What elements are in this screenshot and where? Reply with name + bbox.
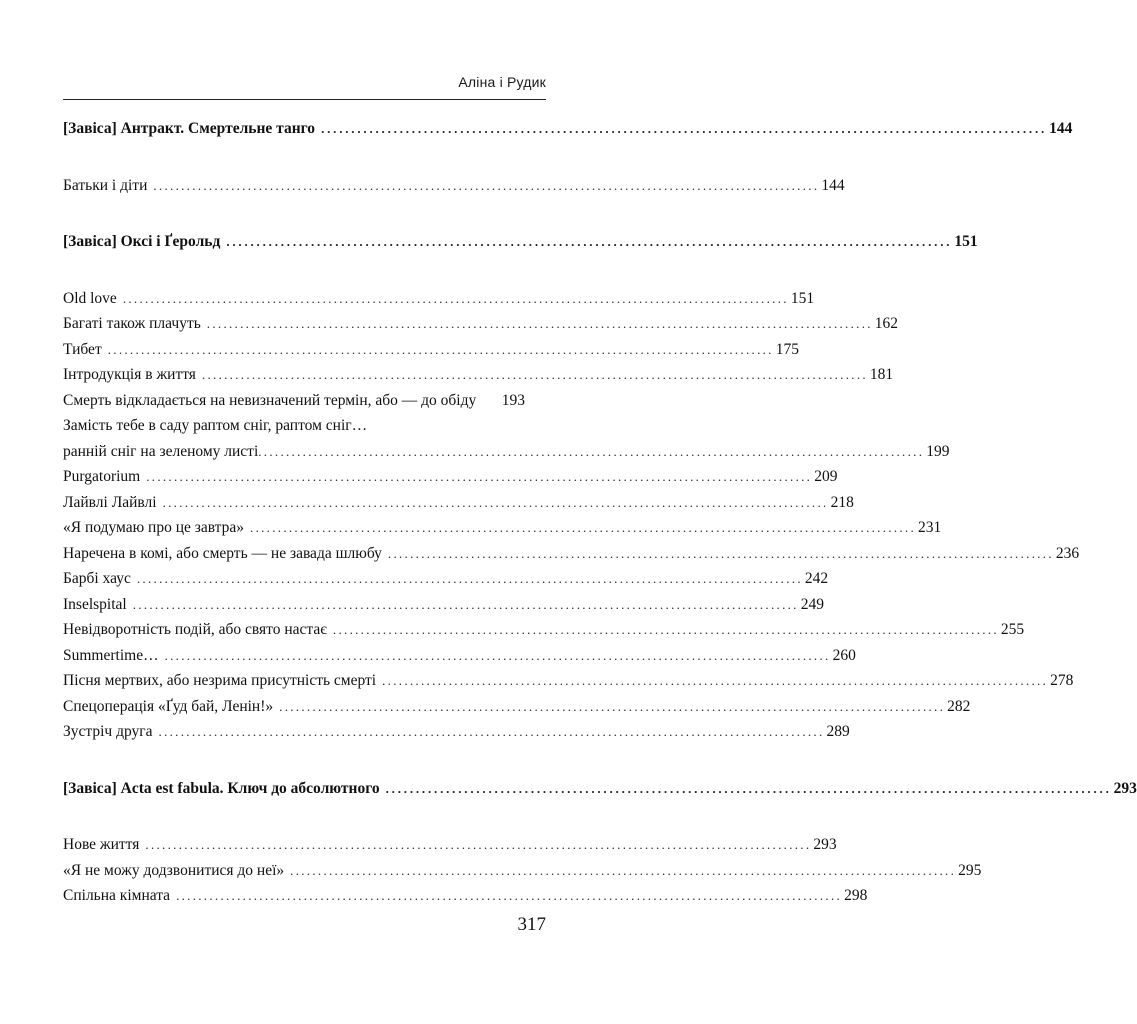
toc-entry-title: «Я подумаю про це завтра» — [63, 519, 245, 536]
dot-leader: ........................................................................................................................ — [226, 234, 953, 249]
toc-entry-title: «Я не можу додзвонитися до неї» — [63, 861, 285, 879]
toc-section-3 — [63, 776, 1137, 802]
toc-entry-title: Інтродукція в життя — [63, 366, 196, 383]
toc-section-title: [Завіса] Антракт. Смертельне танго — [63, 120, 316, 137]
dot-leader: ........................................................................................................................ — [385, 780, 1112, 796]
toc-entry — [63, 388, 525, 414]
toc-section-title: [Завіса] Acta est fabula. Ключ до абсолютного — [63, 779, 380, 797]
dot-leader: ........................................................................................................................ — [145, 837, 812, 852]
toc-page-number: 193 — [501, 391, 525, 409]
toc-section-title: [Завіса] Оксі і Ґерольд — [63, 233, 221, 250]
toc-entry — [63, 832, 837, 858]
dot-leader: ........................................................................................................................ — [382, 673, 1049, 688]
dot-leader: ........................................................................................................................ — [162, 494, 829, 510]
toc-page-number: 218 — [830, 493, 854, 511]
toc-page-number: 260 — [832, 646, 856, 664]
toc-entry — [63, 883, 868, 909]
toc-page-number: 249 — [800, 595, 824, 613]
dot-leader: ........................................................................................................................ — [258, 443, 925, 459]
toc-entry-title: Спецоперація «Ґуд бай, Ленін!» — [63, 697, 274, 715]
toc-entry — [63, 362, 894, 388]
toc-entry — [63, 311, 899, 337]
table-of-contents — [63, 116, 1137, 909]
toc-page-number: 255 — [1000, 621, 1025, 638]
toc-entry — [63, 337, 799, 363]
toc-entry — [63, 439, 950, 465]
toc-page-number: 293 — [1113, 779, 1137, 797]
toc-page-number: 199 — [926, 442, 950, 460]
toc-entry-title: Лайвлі Лайвлі — [63, 493, 157, 511]
toc-page-number: 278 — [1050, 672, 1074, 689]
toc-entry-title: Барбі хаус — [63, 570, 131, 587]
toc-entry-title: Багаті також плачуть — [63, 315, 201, 332]
toc-entry — [63, 694, 971, 720]
toc-page-number: 151 — [790, 289, 815, 307]
dot-leader: ........................................................................................................................ — [122, 290, 789, 306]
dot-leader: ........................................................................................................................ — [136, 571, 803, 586]
toc-entry — [63, 490, 854, 516]
toc-page-number: 295 — [958, 861, 982, 879]
toc-page-number: 181 — [869, 366, 894, 383]
toc-entry-title: Inselspital — [63, 595, 127, 613]
header-rule — [63, 99, 546, 100]
toc-entry — [63, 858, 982, 884]
toc-page-number: 231 — [918, 519, 942, 536]
toc-entry-title: Наречена в комі, або смерть — не завада шлюбу — [63, 544, 382, 562]
toc-entry — [63, 617, 1025, 643]
toc-page-number: 175 — [775, 340, 799, 358]
dot-leader: ........................................................................................................................ — [250, 520, 917, 535]
dot-leader: ........................................................................................................................ — [201, 367, 868, 382]
toc-entry — [63, 643, 856, 669]
toc-entry-title: Невідворотність подій, або свято настає — [63, 621, 327, 638]
toc-entry — [63, 464, 838, 490]
toc-entry-title-line1: Замість тебе в саду раптом сніг, раптом сніг… — [63, 417, 368, 434]
toc-page-number: 282 — [947, 697, 971, 715]
toc-page-number: 298 — [844, 887, 868, 904]
toc-entry-title: Тибет — [63, 340, 102, 358]
toc-entry — [63, 719, 850, 745]
toc-entry-title: Спільна кімната — [63, 887, 171, 904]
dot-leader: ........................................................................................................................ — [290, 862, 957, 878]
toc-entry-title-line2: ранній сніг на зеленому листі — [63, 442, 259, 460]
toc-entry-title: Пісня мертвих, або незрима присутність смерті — [63, 672, 377, 689]
dot-leader: ........................................................................................................................ — [164, 647, 831, 663]
toc-page-number: 144 — [821, 176, 845, 194]
toc-page-number: 209 — [814, 468, 838, 485]
running-head: Аліна і Рудик — [458, 74, 546, 90]
toc-entry-title: Summertime… — [63, 646, 159, 664]
dot-leader: ........................................................................................................................ — [146, 469, 813, 484]
toc-entry — [63, 541, 1080, 567]
toc-page-number: 151 — [954, 233, 978, 250]
toc-entry — [63, 592, 824, 618]
toc-entry — [63, 173, 845, 199]
dot-leader: ........................................................................................................................ — [132, 596, 799, 612]
toc-entry-title: Смерть відкладається на невизначений термін, або — до обіду — [63, 391, 477, 409]
dot-leader: ........................................................................................................................ — [206, 316, 873, 331]
dot-leader: ........................................................................................................................ — [321, 121, 1048, 136]
toc-page-number: 293 — [813, 836, 837, 853]
toc-entry — [63, 566, 829, 592]
dot-leader: ........................................................................................................................ — [332, 622, 999, 637]
toc-page-number: 236 — [1055, 544, 1080, 562]
toc-page-number: 289 — [826, 723, 850, 740]
toc-entry — [63, 286, 815, 312]
dot-leader: ........................................................................................................................ — [176, 888, 843, 903]
toc-page-number: 144 — [1049, 120, 1073, 137]
dot-leader: ........................................................................................................................ — [158, 724, 825, 739]
dot-leader: ........................................................................................................................ — [387, 545, 1054, 561]
toc-entry-title: Old love — [63, 289, 117, 307]
toc-section-2 — [63, 229, 978, 255]
page-number: 317 — [517, 914, 546, 935]
toc-entry — [63, 515, 942, 541]
toc-entry — [63, 668, 1074, 694]
toc-entry-title: Purgatorium — [63, 468, 141, 485]
dot-leader: ........................................................................................................................ — [153, 177, 820, 193]
toc-entry-title: Нове життя — [63, 836, 140, 853]
dot-leader: ........................................................................................................................ — [107, 341, 774, 357]
dot-leader: ........................................................................................................................ — [279, 698, 946, 714]
toc-page-number: 162 — [874, 315, 899, 332]
toc-entry-title: Батьки і діти — [63, 176, 148, 194]
toc-section-1 — [63, 116, 1073, 142]
toc-page-number: 242 — [804, 570, 829, 587]
toc-entry-title: Зустріч друга — [63, 723, 153, 740]
